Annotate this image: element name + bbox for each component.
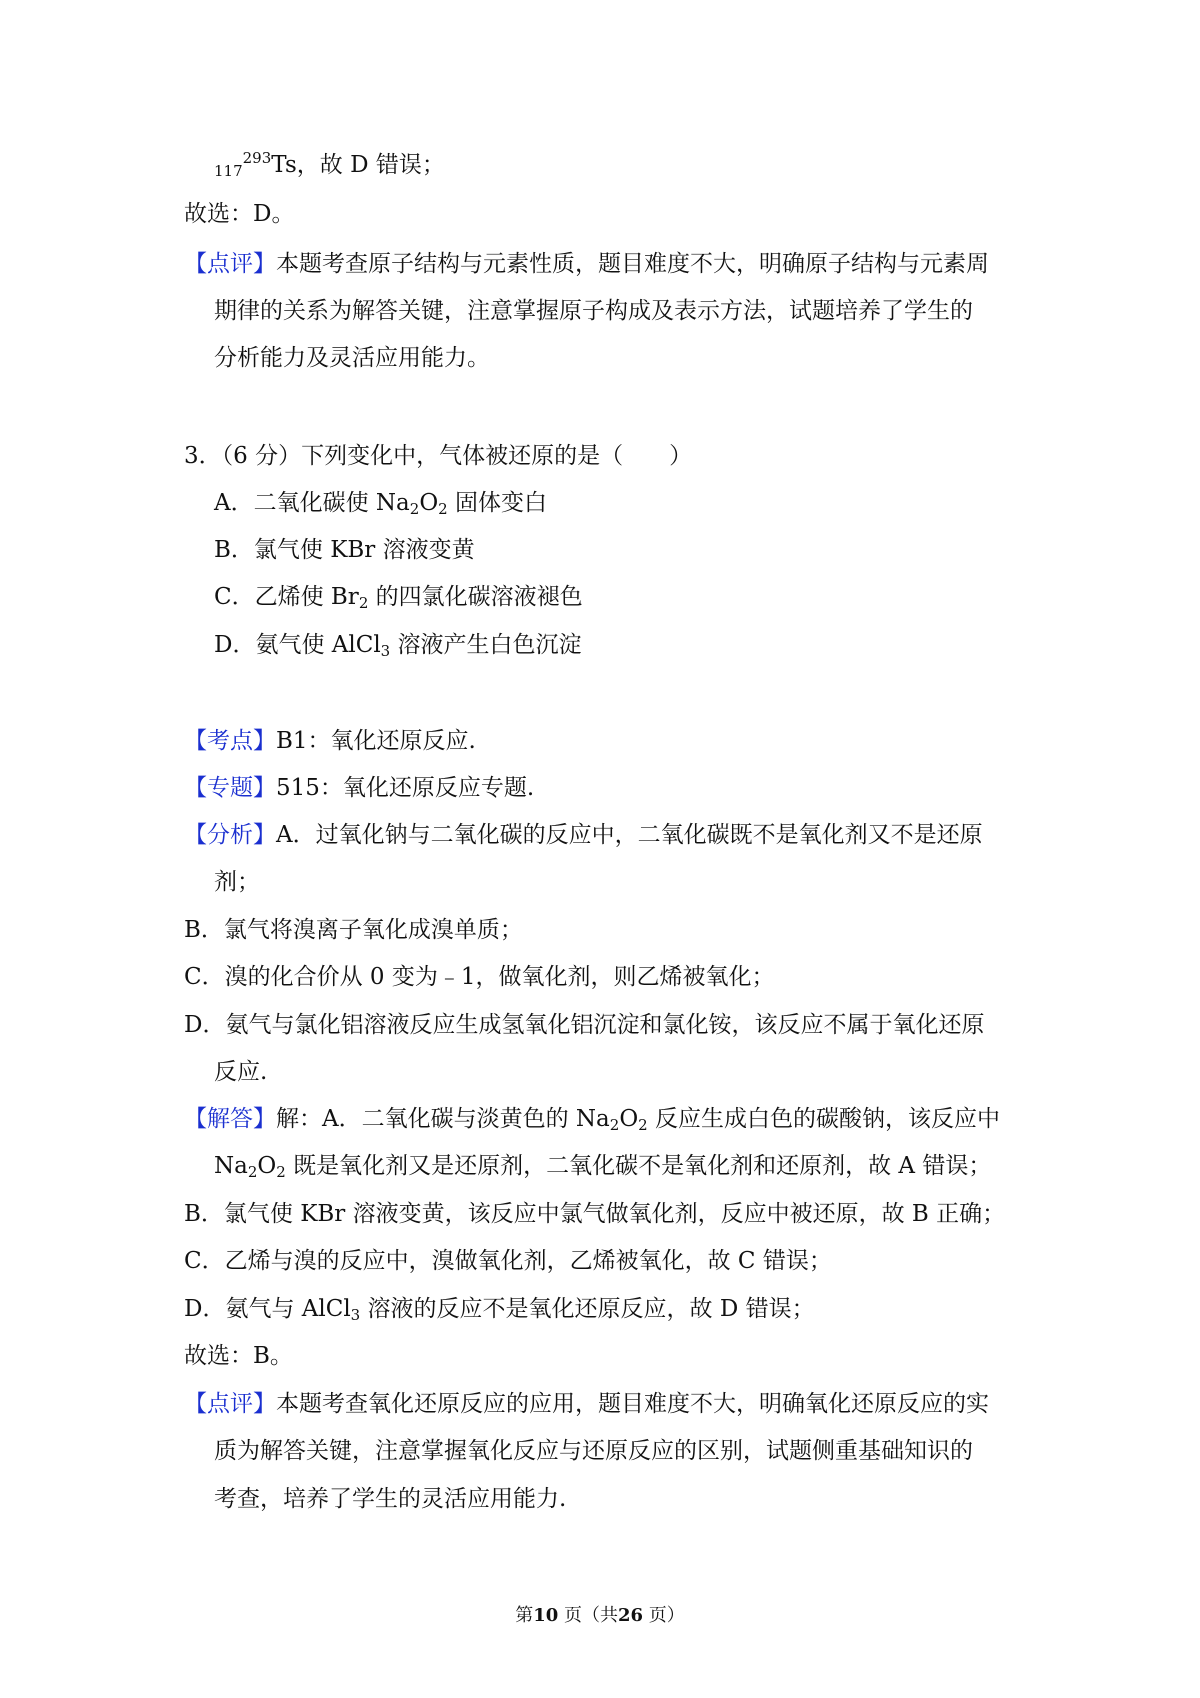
answer-tag: 【解答】 (184, 1106, 276, 1132)
review-line-2: 质为解答关键，注意掌握氧化反应与还原反应的区别，试题侧重基础知识的 (214, 1438, 973, 1464)
analysis-line-4: D．氨气与氯化铝溶液反应生成氢氧化铝沉淀和氯化铵，该反应不属于氧化还原 (184, 1012, 985, 1038)
review-line-1: 【点评】本题考查氧化还原反应的应用，题目难度不大，明确氧化还原反应的实 (184, 1391, 989, 1417)
page-footer: 第10 页（共26 页） (515, 1605, 685, 1626)
review-tag: 【点评】 (184, 1391, 276, 1417)
prev-review-line-3: 分析能力及灵活应用能力。 (214, 345, 490, 371)
analysis-line-4b: 反应. (214, 1059, 268, 1085)
review-tag: 【点评】 (184, 251, 276, 277)
prev-review-line-2: 期律的关系为解答关键，注意掌握原子构成及表示方法，试题培养了学生的 (214, 298, 973, 324)
option-b: B．氯气使 KBr 溶液变黄 (214, 537, 475, 563)
answer-line-3: B．氯气使 KBr 溶液变黄，该反应中氯气做氧化剂，反应中被还原，故 B 正确； (184, 1201, 1006, 1227)
page-total: 26 (618, 1605, 644, 1626)
prev-choice: 故选：D。 (184, 201, 295, 227)
option-c: C．乙烯使 $Br_2$ 的四氯化碳溶液褪色 (214, 584, 583, 612)
analysis-line-1: 【分析】A．过氧化钠与二氧化碳的反应中，二氧化碳既不是氧化剂又不是还原 (184, 822, 983, 848)
analysis-line-2: B．氯气将溴离子氧化成溴单质； (184, 917, 523, 943)
kaodian-line: 【考点】B1：氧化还原反应. (184, 728, 476, 754)
page-number: 10 (533, 1605, 559, 1626)
analysis-line-3: C．溴的化合价从 0 变为﹣1，做氧化剂，则乙烯被氧化； (184, 964, 775, 990)
answer-line-1: 【解答】解：A．二氧化碳与淡黄色的 $Na_2O_2$ 反应生成白色的碳酸钠，该反应中 (184, 1106, 1001, 1134)
option-d: D．氨气使 AlCl$_3$ 溶液产生白色沉淀 (214, 632, 582, 660)
option-a: A．二氧化碳使 $Na_2O_2$ 固体变白 (214, 490, 548, 518)
zhuanti-line: 【专题】515：氧化还原反应专题. (184, 775, 535, 801)
kaodian-tag: 【考点】 (184, 728, 276, 754)
review-line-3: 考查，培养了学生的灵活应用能力. (214, 1486, 567, 1512)
question-stem: 3．（6 分）下列变化中，气体被还原的是（ ） (184, 443, 693, 469)
prev-review-line-1: 【点评】本题考查原子结构与元素性质，题目难度不大，明确原子结构与元素周 (184, 251, 989, 277)
ts-nuclide-line: $_{117}^{293}$Ts，故 D 错误； (214, 149, 445, 180)
answer-choice: 故选：B。 (184, 1343, 293, 1369)
answer-line-2: $Na_2O_2$ 既是氧化剂又是还原剂，二氧化碳不是氧化剂和还原剂，故 A 错误； (214, 1153, 992, 1181)
analysis-line-1b: 剂； (214, 869, 260, 895)
analysis-tag: 【分析】 (184, 822, 276, 848)
answer-line-5: D．氨气与 AlCl$_3$ 溶液的反应不是氧化还原反应，故 D 错误； (184, 1296, 815, 1324)
zhuanti-tag: 【专题】 (184, 775, 276, 801)
answer-line-4: C．乙烯与溴的反应中，溴做氧化剂，乙烯被氧化，故 C 错误； (184, 1248, 832, 1274)
